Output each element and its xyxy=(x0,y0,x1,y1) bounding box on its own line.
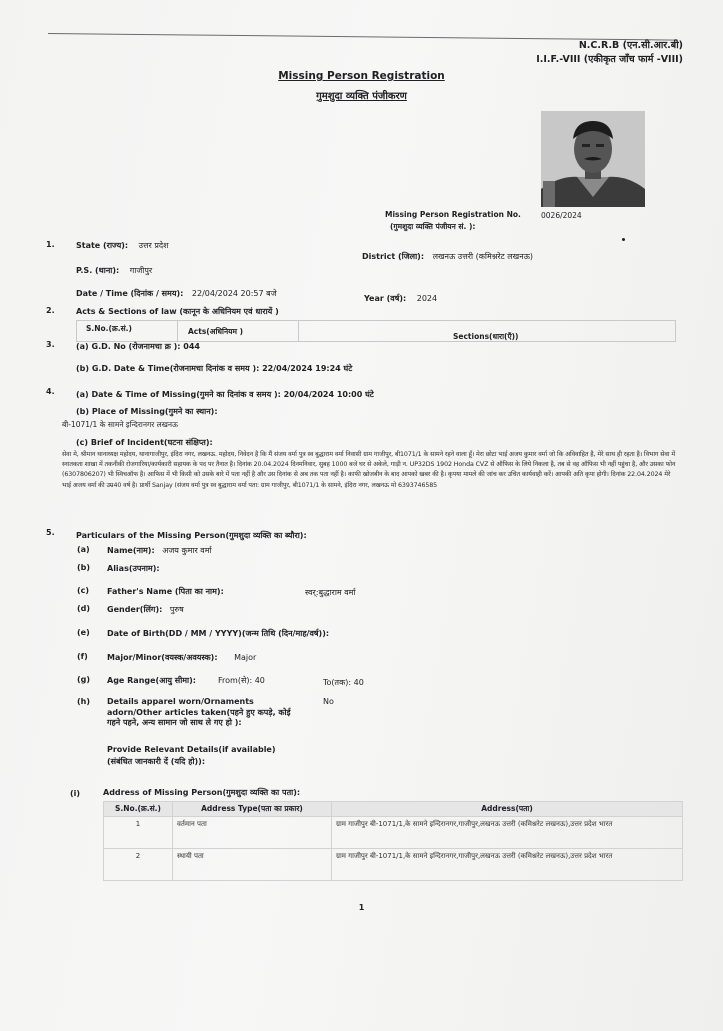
father-name-label: Father's Name (पिता का नाम): xyxy=(107,587,224,596)
page-title-hindi: गुमशुदा व्यक्ति पंजीकरण xyxy=(316,91,407,102)
item-h-key: (h) xyxy=(77,697,91,706)
person-photo-icon xyxy=(541,111,645,207)
acts-header-sno: S.No.(क्र.सं.) xyxy=(86,324,132,333)
section-4-number: 4. xyxy=(46,387,55,396)
missing-datetime: (a) Date & Time of Missing(गुमने का दिनांक व समय ): 20/04/2024 10:00 घंटे xyxy=(76,390,374,399)
item-i-key: (i) xyxy=(70,789,81,798)
datetime-row xyxy=(76,288,277,299)
ncrb-label: N.C.R.B (एन.सी.आर.बी) xyxy=(578,40,683,51)
address-label: Address of Missing Person(गुमशुदा व्यक्ति का पता): xyxy=(103,788,301,797)
item-a-key: (a) xyxy=(77,545,90,554)
gd-datetime: (b) G.D. Date & Time(रोजनामचा दिनांक व समय ): 22/04/2024 19:24 घंटे xyxy=(76,364,353,373)
datetime-label: Date / Time (दिनांक / समय): xyxy=(76,289,184,298)
address-sno: 1 xyxy=(104,817,173,849)
address-sno: 2 xyxy=(104,849,173,881)
gender-label: Gender(लिंग): xyxy=(107,605,163,614)
item-g-key: (g) xyxy=(77,675,91,684)
address-value: ग्राम गाजीपुर बी-1071/1,के सामने इन्दिरानगर,गाजीपुर,लखनऊ उत्तरी (कमिश्नरेट लखनऊ),उत्तर प्रदेश भारत xyxy=(332,817,683,849)
state-row xyxy=(76,240,169,251)
section-3-number: 3. xyxy=(46,340,55,349)
district-label: District (जिला): xyxy=(362,252,425,261)
acts-header-sections: Sections(धारा(एँ)) xyxy=(453,332,519,341)
datetime-value: 22/04/2024 20:57 बजे xyxy=(191,289,277,298)
page-title: Missing Person Registration xyxy=(278,70,445,82)
name-label: Name(नाम): xyxy=(107,546,155,555)
father-name-value: स्वर्:बुद्धाराम वर्मा xyxy=(305,588,356,597)
major-minor-row xyxy=(107,652,256,663)
address-table-header xyxy=(104,802,683,817)
item-f-key: (f) xyxy=(77,652,88,661)
ink-dot xyxy=(622,238,625,241)
gd-number: (a) G.D. No (रोजनामचा क्र ): 044 xyxy=(76,342,200,351)
item-e-key: (e) xyxy=(77,628,90,637)
year-value: 2024 xyxy=(416,294,438,303)
state-label: State (राज्य): xyxy=(76,241,129,250)
address-type: वर्तमान पता xyxy=(173,817,332,849)
state-value: उत्तर प्रदेश xyxy=(138,241,169,250)
registration-no-value: 0026/2024 xyxy=(541,211,582,220)
name-value: अजय कुमार वर्मा xyxy=(162,546,212,555)
major-minor-value: Major xyxy=(234,653,257,662)
missing-place-value: बी-1071/1 के सामने इन्दिरानगर लखनऊ xyxy=(62,420,178,429)
ps-value: गाजीपुर xyxy=(129,266,153,275)
relevant-details-label-hindi: (संबंधित जानकारी दें (यदि हो)): xyxy=(107,757,206,766)
apparel-label-line2: adorn/Other articles taken(पहने हुए कपड़े, कोई xyxy=(107,708,291,717)
dob-label: Date of Birth(DD / MM / YYYY)(जन्म तिथि (दिन/माह/वर्ष)): xyxy=(107,629,330,638)
major-minor-label: Major/Minor(वयस्क/अवयस्क): xyxy=(107,653,218,662)
section-5-number: 5. xyxy=(46,528,55,537)
table-row xyxy=(104,849,683,881)
form-code: I.I.F.-VIII (एकीकृत जाँच फार्म -VIII) xyxy=(536,54,683,65)
district-row xyxy=(362,251,533,262)
missing-place-label: (b) Place of Missing(गुमने का स्थान): xyxy=(76,407,218,416)
ps-label: P.S. (थाना): xyxy=(76,266,120,275)
address-col-sno: S.No.(क्र.सं.) xyxy=(104,802,173,817)
address-table xyxy=(103,801,683,881)
age-to: To(तक): 40 xyxy=(323,678,364,687)
brief-incident-text: सेवा मे, श्रीमान थानाध्यक्ष महोदय, थानागाजीपुर, इंदिरा नगर, लखनऊ. महोदय, निवेदन है कि मैं संजय वर्मा पुत्र स्व बुद्धाराम वर्मा निवासी ग्राम गाजीपुर, बी1071/1 के सामने रहने वाला हूँ। मेरा छोटा भाई अजय कुमार वर्मा जो कि अविवाहित है, मेरे साथ ही रहता है। विभाग सेवा में स्नातकता शाखा में तकनीकी रोजगारिया/कार्यकारी सहायक के पद पर तैनात है। दिनांक 20.04.2024 दिनमनिवार, सुबह 1000 बजे घर से अकेले, गाड़ी न. UP32DS 1902 Honda CVZ से ऑफिस के लिये निकला है, तब से वह ऑफिस भी नहीं पहुंचा है, और उसका फोन (6307806207) भी स्विचऑफ है। आफिस में भी किसी को उसके बारे में पता नहीं है और उस दिनांक से अब तक पता नहीं है। काफी खोजबीन के बाद आपको खबर की है। कृपया मामले की जांच कर उचित कार्यवाही करें। आपकी अति कृपा होगी। दिनांक 22.04.2024 मेरे भाई अजय वर्मा की उम्र40 वर्ष है। प्रार्थी Sanjay (संजय वर्मा पुत्र स्व बुद्धाराम वर्मा पता: ग्राम गाजीपुर, बी1071/1 के सामने, इंदिरा नगर, लखनऊ मो 6393746585 xyxy=(62,451,676,489)
ps-row xyxy=(76,265,152,276)
apparel-value: No xyxy=(323,697,334,706)
section-2-number: 2. xyxy=(46,306,55,315)
acts-header-acts: Acts(अधिनियम ) xyxy=(188,327,243,336)
page-number: 1 xyxy=(358,903,365,912)
address-col-address: Address(पता) xyxy=(332,802,683,817)
address-value: ग्राम गाजीपुर बी-1071/1,के सामने इन्दिरानगर,गाजीपुर,लखनऊ उत्तरी (कमिश्नरेट लखनऊ),उत्तर प्रदेश भारत xyxy=(332,849,683,881)
gender-row xyxy=(107,604,184,615)
relevant-details-label: Provide Relevant Details(if available) xyxy=(107,745,276,754)
age-range-label: Age Range(आयु सीमा): xyxy=(107,676,196,685)
name-row xyxy=(107,545,212,556)
acts-sections-label: Acts & Sections of law (कानून के अधिनियम एवं धारायें ) xyxy=(76,307,279,316)
table-row xyxy=(104,817,683,849)
brief-incident-label: (c) Brief of Incident(घटना संक्षिप्त): xyxy=(76,438,213,447)
item-c-key: (c) xyxy=(77,586,90,595)
registration-no-label-hindi: (गुमशुदा व्यक्ति पंजीयन सं. ): xyxy=(390,222,476,231)
gender-value: पुरुष xyxy=(169,605,184,614)
registration-no-label: Missing Person Registration No. xyxy=(385,210,521,219)
person-photo xyxy=(541,111,645,207)
address-col-type: Address Type(पता का प्रकार) xyxy=(173,802,332,817)
age-from: From(से): 40 xyxy=(218,676,265,685)
alias-label: Alias(उपनाम): xyxy=(107,564,160,573)
year-row xyxy=(364,293,437,304)
acts-table xyxy=(76,320,676,342)
address-type: स्थायी पता xyxy=(173,849,332,881)
section-1-number: 1. xyxy=(46,240,55,249)
item-b-key: (b) xyxy=(77,563,91,572)
particulars-label: Particulars of the Missing Person(गुमशुदा व्यक्ति का ब्यौरा): xyxy=(76,531,307,540)
item-d-key: (d) xyxy=(77,604,91,613)
year-label: Year (वर्ष): xyxy=(364,294,407,303)
apparel-label-line1: Details apparel worn/Ornaments xyxy=(107,697,254,706)
apparel-label-line3: गहने पहने, अन्य सामान जो साथ ले गए हो ): xyxy=(107,718,242,727)
district-value: लखनऊ उत्तरी (कमिश्नरेट लखनऊ) xyxy=(432,252,534,261)
